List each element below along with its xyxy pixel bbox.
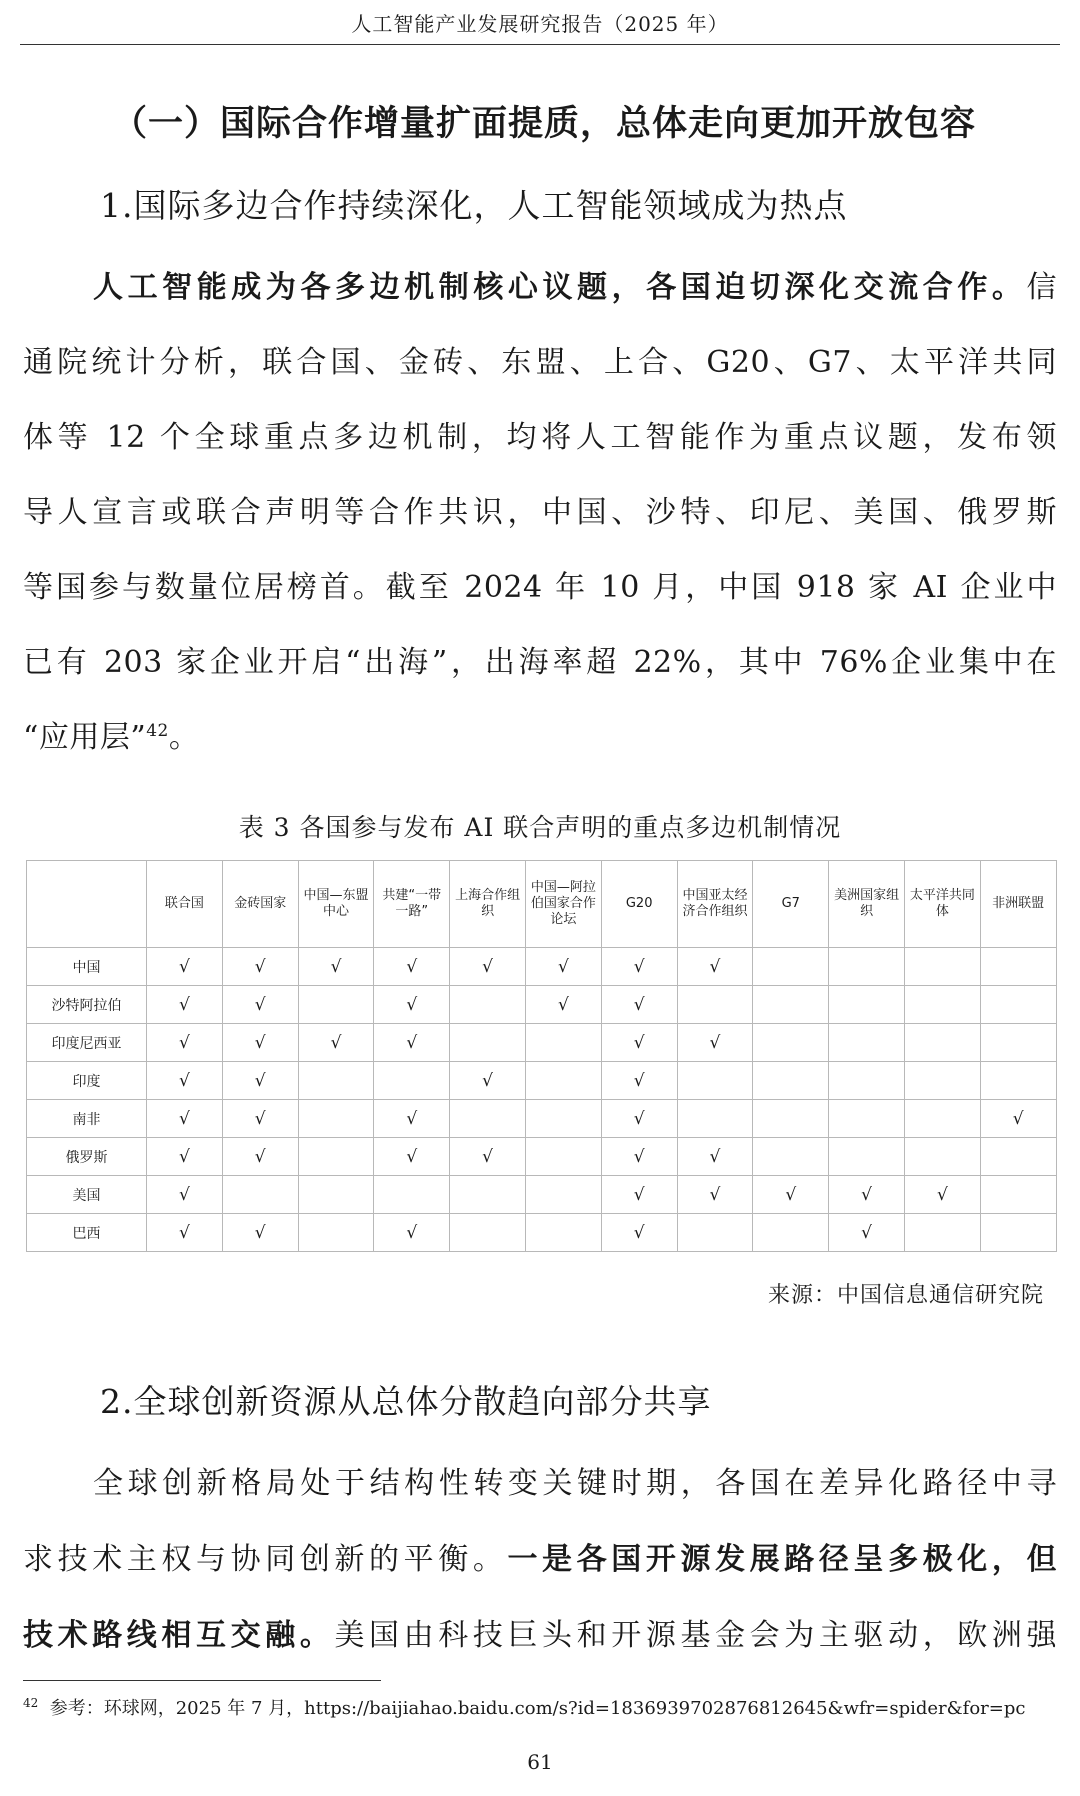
participation-cell: [980, 1138, 1056, 1176]
paragraph-2-line-2-text: 求技术主权与协同创新的平衡。: [23, 1542, 508, 1577]
table-row: [27, 1176, 1057, 1214]
country-cell: 印度: [27, 1062, 147, 1100]
participation-cell: √: [298, 1024, 374, 1062]
participation-cell: √: [829, 1176, 905, 1214]
participation-cell: √: [374, 1214, 450, 1252]
participation-cell: [525, 1062, 601, 1100]
participation-cell: [753, 1062, 829, 1100]
participation-cell: [829, 1138, 905, 1176]
paragraph-1-line-7-text: “应用层”: [23, 720, 147, 755]
participation-cell: [753, 1024, 829, 1062]
participation-cell: [450, 1100, 526, 1138]
footnote-text[interactable]: 参考：环球网，2025 年 7 月，https://baijiahao.baidu.com/s?id=1836939702876812645&wfr=spider&for=pc: [49, 1698, 1026, 1719]
paragraph-1-line-5: 等国参与数量位居榜首。截至 2024 年 10 月，中国 918 家 AI 企业中: [23, 570, 1057, 605]
participation-cell: [904, 1062, 980, 1100]
country-cell: 巴西: [27, 1214, 147, 1252]
column-header: G20: [601, 861, 677, 948]
paragraph-1-line-6: 已有 203 家企业开启“出海”，出海率超 22%，其中 76%企业集中在: [23, 645, 1057, 680]
multilateral-mechanism-table: [26, 860, 1057, 1252]
participation-cell: √: [147, 1214, 223, 1252]
header-rule: [20, 44, 1060, 45]
participation-cell: √: [147, 986, 223, 1024]
participation-cell: [222, 1176, 298, 1214]
paragraph-1-line-2: 通院统计分析，联合国、金砖、东盟、上合、G20、G7、太平洋共同: [23, 345, 1057, 380]
participation-cell: [525, 1214, 601, 1252]
table-row: [27, 986, 1057, 1024]
table-row: [27, 1214, 1057, 1252]
table-row: [27, 1024, 1057, 1062]
participation-cell: [525, 1100, 601, 1138]
participation-cell: √: [601, 1100, 677, 1138]
participation-cell: √: [677, 1138, 753, 1176]
participation-cell: [980, 1176, 1056, 1214]
participation-cell: [829, 1062, 905, 1100]
participation-cell: [753, 1100, 829, 1138]
participation-cell: √: [829, 1214, 905, 1252]
country-cell: 印度尼西亚: [27, 1024, 147, 1062]
paragraph-1-line-1-rest: 信: [1026, 270, 1057, 305]
column-header: 美洲国家组织: [829, 861, 905, 948]
table-source: 来源：中国信息通信研究院: [767, 1283, 1044, 1308]
participation-cell: [677, 986, 753, 1024]
participation-cell: √: [601, 1024, 677, 1062]
participation-cell: √: [980, 1100, 1056, 1138]
country-cell: 俄罗斯: [27, 1138, 147, 1176]
participation-cell: √: [147, 948, 223, 986]
paragraph-2-point-one-cont: 技术路线相互交融。: [23, 1618, 335, 1653]
column-header: 中国亚太经济合作组织: [677, 861, 753, 948]
footnote-reference[interactable]: 42: [146, 721, 169, 741]
participation-cell: [450, 1176, 526, 1214]
participation-cell: √: [904, 1176, 980, 1214]
column-header: 上海合作组织: [450, 861, 526, 948]
column-header: 金砖国家: [222, 861, 298, 948]
participation-cell: [677, 1100, 753, 1138]
participation-cell: [980, 948, 1056, 986]
participation-cell: √: [298, 948, 374, 986]
participation-cell: √: [677, 1176, 753, 1214]
paragraph-1-line-3: 体等 12 个全球重点多边机制，均将人工智能作为重点议题，发布领: [23, 420, 1057, 455]
country-cell: 中国: [27, 948, 147, 986]
participation-cell: [904, 1214, 980, 1252]
participation-cell: [298, 986, 374, 1024]
participation-cell: [980, 1024, 1056, 1062]
participation-cell: √: [222, 1024, 298, 1062]
country-cell: 南非: [27, 1100, 147, 1138]
participation-cell: [298, 1100, 374, 1138]
participation-cell: [829, 948, 905, 986]
participation-cell: [904, 986, 980, 1024]
participation-cell: √: [753, 1176, 829, 1214]
participation-cell: [298, 1138, 374, 1176]
participation-cell: [525, 1176, 601, 1214]
table-row: [27, 1100, 1057, 1138]
participation-cell: [980, 986, 1056, 1024]
participation-cell: √: [601, 1138, 677, 1176]
column-header: 非洲联盟: [980, 861, 1056, 948]
column-header: 共建“一带一路”: [374, 861, 450, 948]
participation-cell: √: [147, 1024, 223, 1062]
participation-cell: [525, 1138, 601, 1176]
participation-cell: √: [374, 948, 450, 986]
country-cell: 沙特阿拉伯: [27, 986, 147, 1024]
table-caption: 表 3 各国参与发布 AI 联合声明的重点多边机制情况: [238, 813, 842, 842]
participation-cell: √: [374, 1100, 450, 1138]
participation-cell: √: [450, 1062, 526, 1100]
participation-cell: [374, 1176, 450, 1214]
participation-cell: [829, 1024, 905, 1062]
participation-cell: [450, 1214, 526, 1252]
page-number: 61: [527, 1750, 553, 1774]
paragraph-2-line-1: 全球创新格局处于结构性转变关键时期，各国在差异化路径中寻: [93, 1466, 1057, 1501]
participation-cell: [753, 1138, 829, 1176]
footnote-rule: [23, 1680, 381, 1681]
paragraph-1-line-7-end: 。: [168, 720, 200, 755]
participation-cell: [450, 1024, 526, 1062]
paragraph-2-line-2: [23, 1534, 1057, 1578]
participation-cell: √: [601, 1176, 677, 1214]
participation-cell: √: [147, 1062, 223, 1100]
paragraph-1-line-1: [93, 262, 1057, 306]
paragraph-1-lead: 人工智能成为各多边机制核心议题，各国迫切深化交流合作。: [93, 270, 1027, 305]
participation-cell: [298, 1062, 374, 1100]
participation-cell: √: [450, 948, 526, 986]
participation-cell: [298, 1214, 374, 1252]
subsection-title-1: 1.国际多边合作持续深化，人工智能领域成为热点: [100, 186, 848, 225]
participation-cell: √: [222, 1062, 298, 1100]
column-header: 中国—阿拉伯国家合作论坛: [525, 861, 601, 948]
participation-cell: [904, 1024, 980, 1062]
participation-cell: [904, 1138, 980, 1176]
participation-cell: √: [222, 1214, 298, 1252]
participation-cell: [374, 1062, 450, 1100]
participation-cell: √: [374, 986, 450, 1024]
participation-cell: √: [222, 986, 298, 1024]
paragraph-2-line-3: [23, 1610, 1057, 1654]
participation-cell: √: [601, 948, 677, 986]
participation-cell: [829, 1100, 905, 1138]
running-header: 人工智能产业发展研究报告（2025 年）: [351, 12, 729, 36]
participation-cell: √: [147, 1100, 223, 1138]
participation-cell: √: [147, 1138, 223, 1176]
paragraph-2-line-3-rest: 美国由科技巨头和开源基金会为主驱动，欧洲强: [334, 1618, 1057, 1653]
participation-cell: √: [374, 1024, 450, 1062]
table-header-row: [27, 861, 1057, 948]
participation-cell: [753, 986, 829, 1024]
participation-cell: [980, 1062, 1056, 1100]
paragraph-1-line-7: [23, 712, 1057, 756]
participation-cell: [677, 1214, 753, 1252]
participation-cell: √: [677, 1024, 753, 1062]
table-body: [27, 948, 1057, 1252]
participation-cell: √: [450, 1138, 526, 1176]
participation-cell: [450, 986, 526, 1024]
participation-cell: [753, 948, 829, 986]
footnote-number: 42: [23, 1696, 39, 1710]
participation-cell: √: [525, 948, 601, 986]
table-corner-cell: [27, 861, 147, 948]
column-header: 中国—东盟中心: [298, 861, 374, 948]
participation-cell: √: [601, 986, 677, 1024]
column-header: G7: [753, 861, 829, 948]
participation-cell: √: [601, 1214, 677, 1252]
participation-cell: √: [222, 948, 298, 986]
participation-cell: √: [147, 1176, 223, 1214]
footnote: [23, 1694, 1025, 1720]
participation-cell: √: [525, 986, 601, 1024]
participation-cell: [753, 1214, 829, 1252]
column-header: 联合国: [147, 861, 223, 948]
table-row: [27, 1138, 1057, 1176]
table-row: [27, 1062, 1057, 1100]
subsection-title-2: 2.全球创新资源从总体分散趋向部分共享: [100, 1382, 712, 1421]
participation-cell: [677, 1062, 753, 1100]
participation-cell: [525, 1024, 601, 1062]
participation-cell: √: [677, 948, 753, 986]
column-header: 太平洋共同体: [904, 861, 980, 948]
participation-cell: [298, 1176, 374, 1214]
table-row: [27, 948, 1057, 986]
participation-cell: [980, 1214, 1056, 1252]
participation-cell: [904, 948, 980, 986]
section-title: （一）国际合作增量扩面提质，总体走向更加开放包容: [112, 104, 977, 144]
participation-cell: [904, 1100, 980, 1138]
participation-cell: √: [222, 1138, 298, 1176]
participation-cell: √: [222, 1100, 298, 1138]
country-cell: 美国: [27, 1176, 147, 1214]
paragraph-1-line-4: 导人宣言或联合声明等合作共识，中国、沙特、印尼、美国、俄罗斯: [23, 495, 1057, 530]
participation-cell: [829, 986, 905, 1024]
participation-cell: √: [601, 1062, 677, 1100]
participation-cell: √: [374, 1138, 450, 1176]
paragraph-2-point-one: 一是各国开源发展路径呈多极化，但: [507, 1542, 1057, 1577]
